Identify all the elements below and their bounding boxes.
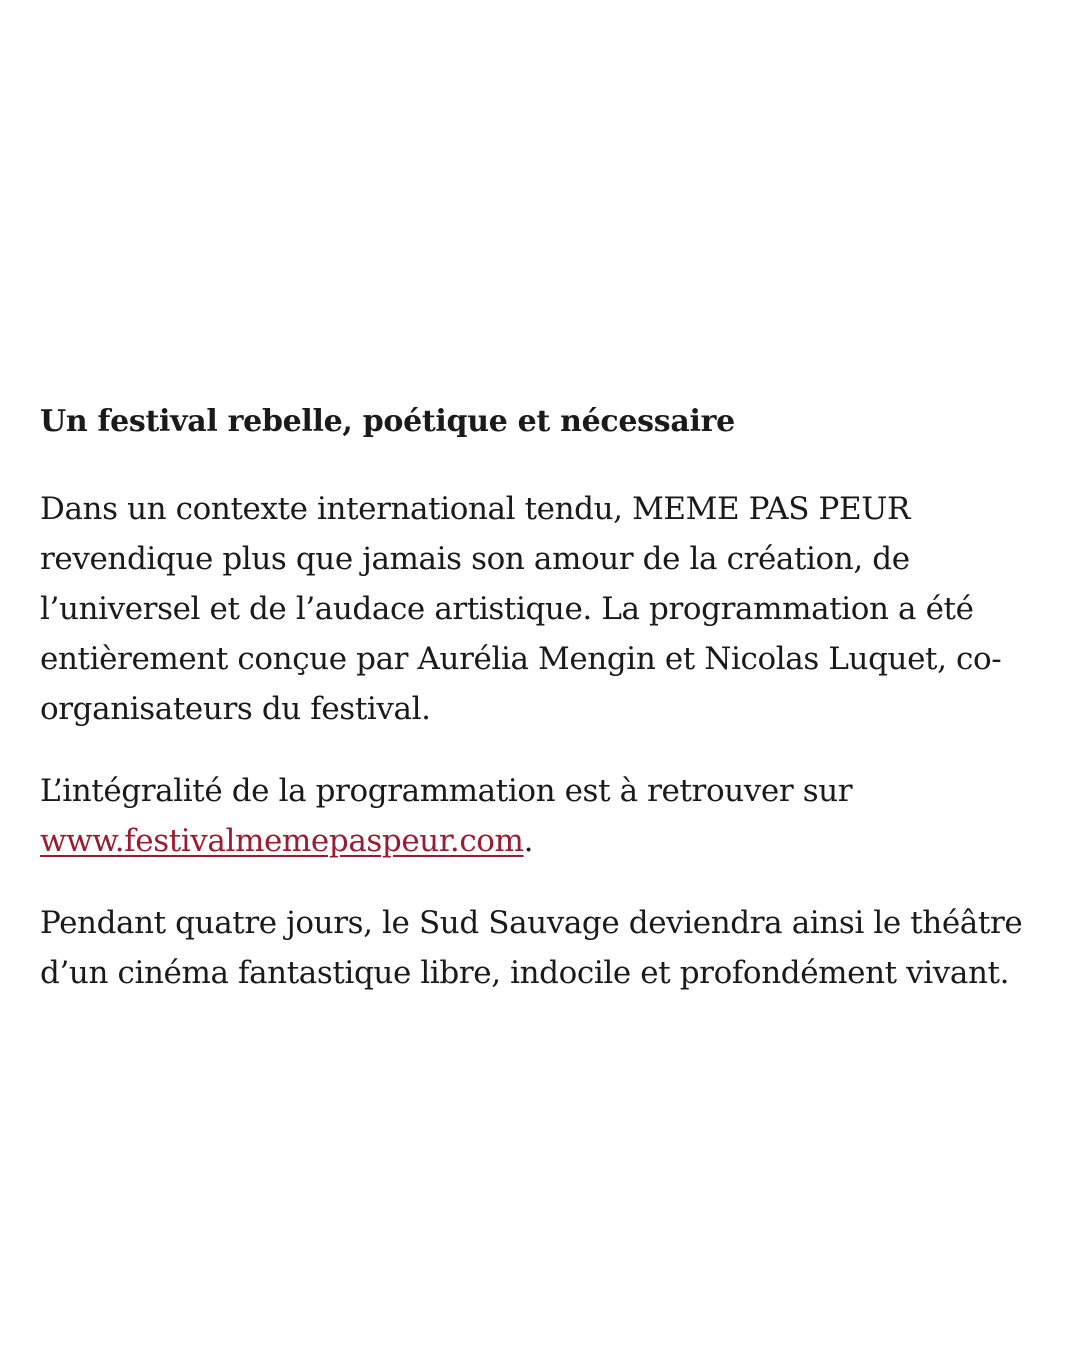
paragraph-context: Dans un contexte international tendu, MEME PAS PEUR revendique plus que jamais son amour de la création, de l’universel et de l’audace artistique. La programmation a été entièrement conçue par Aurélia Mengin et Nicolas Luquet, co-organisateurs du festival. [40,491,1002,727]
section-heading: Un festival rebelle, poétique et nécessaire [40,404,735,439]
paragraph-program-link [40,766,1070,866]
paragraph-program-period: . [523,823,534,859]
festival-website-link[interactable]: www.festivalmemepaspeur.com [40,823,524,859]
article-body [40,396,1070,998]
paragraph-closing: Pendant quatre jours, le Sud Sauvage deviendra ainsi le théâtre d’un cinéma fantastique libre, indocile et profondément vivant. [40,905,1023,991]
paragraph-program-text: L’intégralité de la programmation est à retrouver sur [40,773,853,809]
